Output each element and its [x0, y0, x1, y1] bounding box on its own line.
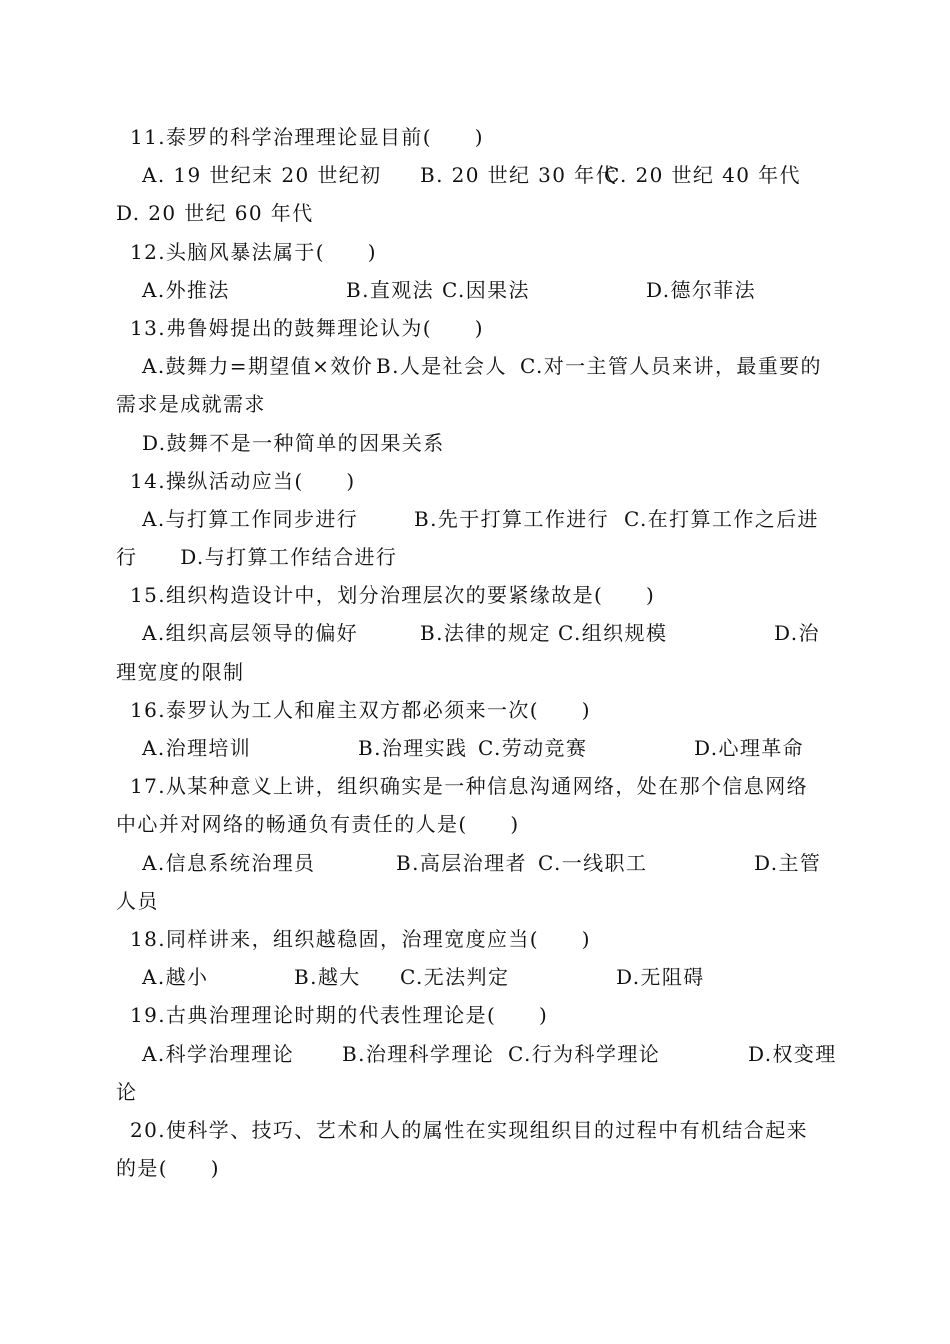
- option-a: A. 19 世纪末 20 世纪初: [142, 163, 382, 188]
- option-c: C.在打算工作之后进: [624, 506, 819, 531]
- option-c: C.行为科学理论: [508, 1041, 661, 1066]
- question-18-stem: 18.同样讲来，组织越稳固，治理宽度应当( ): [130, 926, 592, 951]
- option-d: 行 D.与打算工作结合进行: [116, 545, 398, 570]
- option-a: A.信息系统治理员: [142, 850, 316, 875]
- option-a: A.鼓舞力=期望值×效价: [142, 354, 374, 379]
- question-15-options: [116, 614, 836, 652]
- question-17-stem: 17.从某种意义上讲，组织确实是一种信息沟通网络，处在那个信息网络: [130, 774, 809, 799]
- option-b: B.直观法: [346, 277, 435, 302]
- question-15-stem: 15.组织构造设计中，划分治理层次的要紧缘故是( ): [130, 583, 656, 608]
- question-13-stem: 13.弗鲁姆提出的鼓舞理论认为( ): [130, 315, 485, 340]
- question-12-options: [116, 271, 836, 309]
- option-a: A.科学治理理论: [142, 1041, 295, 1066]
- option-d: D.德尔菲法: [646, 277, 757, 302]
- option-b: B.法律的规定: [420, 621, 551, 646]
- option-b: B.人是社会人: [376, 354, 507, 379]
- question-20-stem-continued: 的是( ): [116, 1156, 221, 1181]
- option-d: D. 20 世纪 60 年代: [116, 201, 314, 226]
- question-11-stem: 11.泰罗的科学治理理论显目前( ): [130, 125, 485, 149]
- option-c: C.无法判定: [400, 965, 510, 990]
- question-18-options: [116, 958, 836, 996]
- question-16-options: [116, 729, 836, 767]
- question-17-options: [116, 844, 836, 882]
- option-d: D.权变理: [748, 1041, 837, 1066]
- question-20-stem: 20.使科学、技巧、艺术和人的属性在实现组织目的过程中有机结合起来: [130, 1117, 809, 1142]
- option-d-continued: 理宽度的限制: [116, 659, 245, 684]
- question-19-options: [116, 1035, 836, 1073]
- question-11-options: [116, 156, 836, 194]
- option-c: C.组织规模: [558, 621, 668, 646]
- question-19-stem: 19.古典治理理论时期的代表性理论是( ): [130, 1003, 549, 1028]
- option-d: D.无阻碍: [616, 965, 705, 990]
- option-a: A.组织高层领导的偏好: [142, 621, 359, 646]
- option-c: C.一线职工: [538, 850, 648, 875]
- option-b: B.高层治理者: [396, 850, 527, 875]
- option-b: B. 20 世纪 30 年代: [420, 163, 617, 188]
- option-c: C.因果法: [442, 277, 530, 302]
- option-a: A.越小: [142, 965, 209, 990]
- option-d: D.主管: [754, 850, 822, 875]
- question-14-options: [116, 500, 836, 538]
- option-a: A.与打算工作同步进行: [142, 506, 359, 531]
- option-b: B.治理科学理论: [342, 1041, 495, 1066]
- option-d: D.心理革命: [694, 736, 805, 760]
- question-12-stem: 12.头脑风暴法属于( ): [130, 239, 378, 264]
- option-a: A.外推法: [142, 277, 230, 302]
- question-list: [116, 118, 836, 1187]
- option-b: B.越大: [294, 965, 361, 990]
- question-14-stem: 14.操纵活动应当( ): [130, 468, 356, 493]
- option-d: D.治: [774, 621, 820, 646]
- option-d: D.鼓舞不是一种简单的因果关系: [142, 430, 445, 455]
- option-d-continued: 论: [116, 1079, 138, 1104]
- option-c-continued: 需求是成就需求: [116, 392, 266, 417]
- option-c: C. 20 世纪 40 年代: [604, 163, 801, 188]
- question-16-stem: 16.泰罗认为工人和雇主双方都必须来一次( ): [130, 697, 592, 722]
- question-13-options: [116, 347, 836, 385]
- option-c: C.劳动竞赛: [478, 736, 588, 760]
- option-b: B.先于打算工作进行: [414, 506, 610, 531]
- option-c: C.对一主管人员来讲，最重要的: [520, 354, 822, 379]
- option-d-continued: 人员: [116, 888, 159, 913]
- question-17-stem-continued: 中心并对网络的畅通负有责任的人是( ): [116, 812, 520, 837]
- option-a: A.治理培训: [142, 736, 252, 760]
- option-b: B.治理实践: [358, 736, 468, 760]
